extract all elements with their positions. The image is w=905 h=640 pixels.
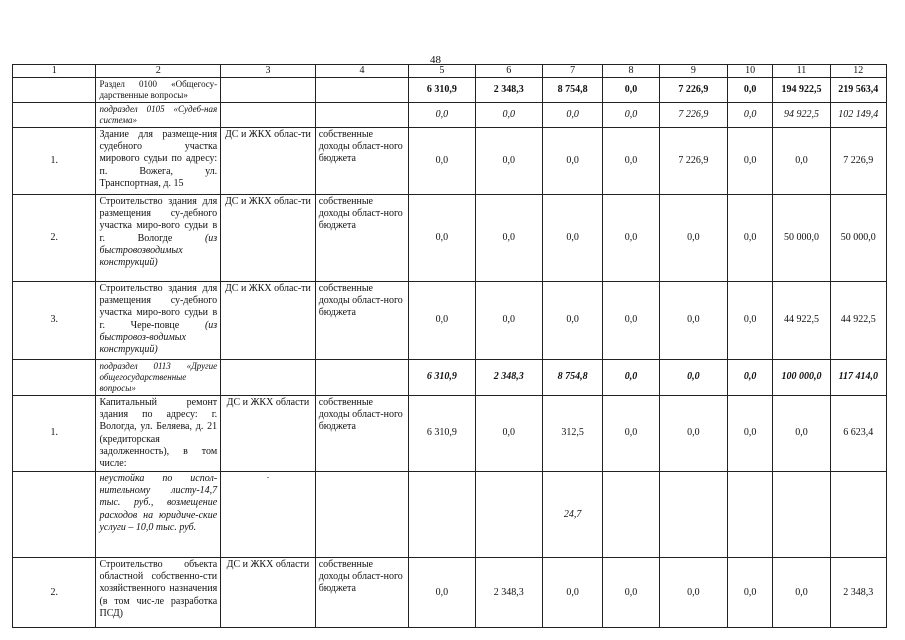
budget-table — [12, 64, 887, 628]
value-cell: 0,0 — [659, 360, 727, 396]
subsection-row — [13, 360, 887, 396]
row-description-note: (из быстровозводимых конструкций) — [99, 232, 218, 268]
row-organization: ДС и ЖКХ облас-ти — [221, 195, 316, 282]
value-cell: 0,0 — [728, 360, 773, 396]
row-note-description: неустойка по испол-нительному листу-14,7 тыс. руб., возмещение расходов на юридиче-ские услуги – 10,0 тыс. руб. — [96, 472, 221, 558]
value-cell: 7 226,9 — [659, 128, 727, 195]
row-source: собственные доходы област-ного бюджета — [315, 128, 409, 195]
subsection-label: подраздел 0113 «Другие общегосударственные вопросы» — [96, 360, 221, 396]
value-cell: 0,0 — [475, 282, 542, 360]
value-cell: 6 623,4 — [830, 395, 886, 471]
row-description: Строительство объекта областной собственно-сти хозяйственного назначения (в том чис-ле разработка ПСД) — [96, 558, 221, 628]
value-cell: 0,0 — [603, 282, 659, 360]
value-cell: 0,0 — [659, 558, 727, 628]
row-description: Строительство здания для размещения су-дебного участка миро-вого судьи в г. Чере-повце (из быстровоз-водимых конструкций) — [96, 282, 221, 360]
column-header-row — [13, 65, 887, 78]
subsection-row — [13, 103, 887, 128]
subsection-label: подраздел 0105 «Судеб-ная система» — [96, 103, 221, 128]
column-header: 10 — [728, 65, 773, 78]
value-cell: 6 310,9 — [409, 360, 475, 396]
value-cell: 44 922,5 — [773, 282, 830, 360]
table-row — [13, 282, 887, 360]
value-cell: 0,0 — [773, 128, 830, 195]
row-description-note: (из быстровоз-водимых конструкций) — [99, 319, 218, 355]
value-cell: 0,0 — [728, 195, 773, 282]
row-source: собственные доходы област-ного бюджета — [315, 282, 409, 360]
row-source: собственные доходы област-ного бюджета — [315, 195, 409, 282]
row-source: собственные доходы област-ного бюджета — [315, 558, 409, 628]
table-row — [13, 128, 887, 195]
value-cell: 0,0 — [475, 103, 542, 128]
row-index: 2. — [13, 195, 96, 282]
row-index: 1. — [13, 395, 96, 471]
value-cell: 24,7 — [542, 472, 602, 558]
value-cell: 8 754,8 — [542, 78, 602, 103]
value-cell: 0,0 — [475, 128, 542, 195]
value-cell: 2 348,3 — [475, 360, 542, 396]
value-cell: 0,0 — [728, 103, 773, 128]
value-cell: 0,0 — [603, 103, 659, 128]
column-header: 7 — [542, 65, 602, 78]
value-cell: 6 310,9 — [409, 395, 475, 471]
value-cell: 0,0 — [409, 195, 475, 282]
value-cell: 7 226,9 — [830, 128, 886, 195]
value-cell: 117 414,0 — [830, 360, 886, 396]
value-cell: 0,0 — [542, 128, 602, 195]
section-label: Раздел 0100 «Общегосу-дарственные вопросы» — [96, 78, 221, 103]
value-cell: 7 226,9 — [659, 78, 727, 103]
value-cell: 0,0 — [659, 195, 727, 282]
row-description: Строительство здания для размещения су-дебного участка миро-вого судьи в г. Вологде (из быстровозводимых конструкций) — [96, 195, 221, 282]
column-header: 3 — [221, 65, 316, 78]
row-index: 3. — [13, 282, 96, 360]
value-cell: 0,0 — [603, 195, 659, 282]
value-cell: 2 348,3 — [475, 558, 542, 628]
row-note-marker: - — [221, 472, 316, 558]
table-row — [13, 195, 887, 282]
value-cell: 0,0 — [542, 195, 602, 282]
value-cell: 0,0 — [773, 395, 830, 471]
value-cell: 7 226,9 — [659, 103, 727, 128]
value-cell: 0,0 — [409, 128, 475, 195]
value-cell: 94 922,5 — [773, 103, 830, 128]
value-cell: 6 310,9 — [409, 78, 475, 103]
section-row — [13, 78, 887, 103]
table-row — [13, 558, 887, 628]
value-cell: 0,0 — [659, 395, 727, 471]
value-cell: 0,0 — [728, 395, 773, 471]
value-cell: 102 149,4 — [830, 103, 886, 128]
row-source: собственные доходы област-ного бюджета — [315, 395, 409, 471]
table-row-note — [13, 472, 887, 558]
value-cell: 0,0 — [475, 195, 542, 282]
row-description: Капитальный ремонт здания по адресу: г. Вологда, ул. Беляева, д. 21 (кредиторская задолженность), в том числе: — [96, 395, 221, 471]
value-cell: 0,0 — [542, 558, 602, 628]
value-cell: 0,0 — [475, 395, 542, 471]
row-organization: ДС и ЖКХ облас-ти — [221, 128, 316, 195]
value-cell: 194 922,5 — [773, 78, 830, 103]
value-cell: 0,0 — [542, 103, 602, 128]
value-cell: 0,0 — [728, 558, 773, 628]
row-index: 1. — [13, 128, 96, 195]
value-cell: 312,5 — [542, 395, 602, 471]
value-cell: 0,0 — [603, 78, 659, 103]
value-cell: 50 000,0 — [773, 195, 830, 282]
table-row — [13, 395, 887, 471]
value-cell: 0,0 — [542, 282, 602, 360]
row-description: Здание для размеще-ния судебного участка мирового судьи по адресу: п. Вожега, ул. Транспортная, д. 15 — [96, 128, 221, 195]
row-organization: ДС и ЖКХ облас-ти — [221, 282, 316, 360]
value-cell: 50 000,0 — [830, 195, 886, 282]
value-cell: 219 563,4 — [830, 78, 886, 103]
value-cell: 0,0 — [409, 103, 475, 128]
row-organization: ДС и ЖКХ области — [221, 558, 316, 628]
column-header: 6 — [475, 65, 542, 78]
value-cell: 44 922,5 — [830, 282, 886, 360]
column-header: 8 — [603, 65, 659, 78]
value-cell: 0,0 — [728, 128, 773, 195]
value-cell: 2 348,3 — [475, 78, 542, 103]
column-header: 4 — [315, 65, 409, 78]
column-header: 2 — [96, 65, 221, 78]
value-cell: 8 754,8 — [542, 360, 602, 396]
value-cell: 100 000,0 — [773, 360, 830, 396]
value-cell: 0,0 — [773, 558, 830, 628]
value-cell: 0,0 — [603, 395, 659, 471]
row-organization: ДС и ЖКХ области — [221, 395, 316, 471]
column-header: 12 — [830, 65, 886, 78]
value-cell: 0,0 — [409, 282, 475, 360]
value-cell: 0,0 — [603, 360, 659, 396]
value-cell: 0,0 — [728, 78, 773, 103]
page-number: 48 — [430, 54, 441, 66]
value-cell: 0,0 — [409, 558, 475, 628]
value-cell: 0,0 — [603, 558, 659, 628]
value-cell: 2 348,3 — [830, 558, 886, 628]
column-header: 5 — [409, 65, 475, 78]
column-header: 11 — [773, 65, 830, 78]
value-cell: 0,0 — [603, 128, 659, 195]
column-header: 9 — [659, 65, 727, 78]
column-header: 1 — [13, 65, 96, 78]
value-cell: 0,0 — [659, 282, 727, 360]
row-index: 2. — [13, 558, 96, 628]
value-cell: 0,0 — [728, 282, 773, 360]
